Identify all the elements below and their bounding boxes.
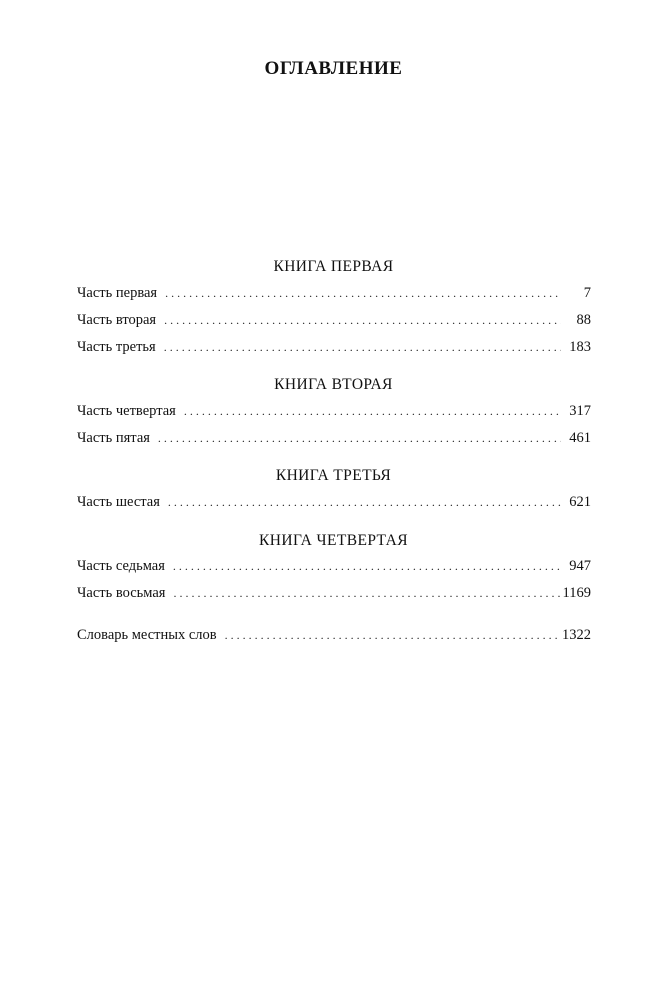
toc-entry[interactable]: [77, 584, 591, 602]
toc-entry[interactable]: [77, 493, 591, 511]
toc-entry-glossary[interactable]: [77, 626, 591, 644]
toc-entry[interactable]: [77, 284, 591, 302]
toc-entry-label: Часть третья: [77, 339, 156, 355]
dot-leader: [168, 493, 561, 511]
dot-leader: [165, 284, 561, 302]
toc-entry-label: Часть пятая: [77, 430, 150, 446]
book-heading: КНИГА ЧЕТВЕРТАЯ: [259, 532, 408, 549]
toc-entry-label: Словарь местных слов: [77, 627, 217, 643]
toc-entry[interactable]: [77, 338, 591, 356]
toc-entry-label: Часть шестая: [77, 494, 160, 510]
toc-entry-label: Часть восьмая: [77, 585, 166, 601]
toc-entry-page: 461: [569, 430, 591, 446]
toc-entry-label: Часть четвертая: [77, 403, 176, 419]
toc-entry-page: 88: [576, 312, 591, 328]
toc-entry[interactable]: [77, 311, 591, 329]
toc-entry-label: Часть первая: [77, 285, 158, 301]
toc-entry-page: 1322: [562, 627, 591, 643]
dot-leader: [225, 626, 560, 644]
toc-entry-page: 317: [569, 403, 591, 419]
toc-entry-page: 183: [569, 339, 591, 355]
book-heading: КНИГА ТРЕТЬЯ: [275, 467, 392, 484]
book-heading: КНИГА ВТОРАЯ: [274, 376, 393, 393]
toc-entry-label: Часть седьмая: [77, 558, 165, 574]
toc-entry[interactable]: [77, 429, 591, 447]
toc-entry-page: 7: [583, 285, 591, 301]
dot-leader: [184, 402, 561, 420]
toc-entry-page: 1169: [562, 585, 591, 601]
dot-leader: [164, 311, 561, 329]
page-title: ОГЛАВЛЕНИЕ: [264, 58, 403, 79]
dot-leader: [173, 557, 561, 575]
toc-entry-label: Часть вторая: [77, 312, 157, 328]
toc-entry-page: 621: [569, 494, 591, 510]
toc-entry-page: 947: [569, 558, 591, 574]
dot-leader: [158, 429, 561, 447]
book-heading: КНИГА ПЕРВАЯ: [273, 258, 394, 275]
toc-entry[interactable]: [77, 557, 591, 575]
dot-leader: [173, 584, 560, 602]
dot-leader: [164, 338, 561, 356]
toc-entry[interactable]: [77, 402, 591, 420]
